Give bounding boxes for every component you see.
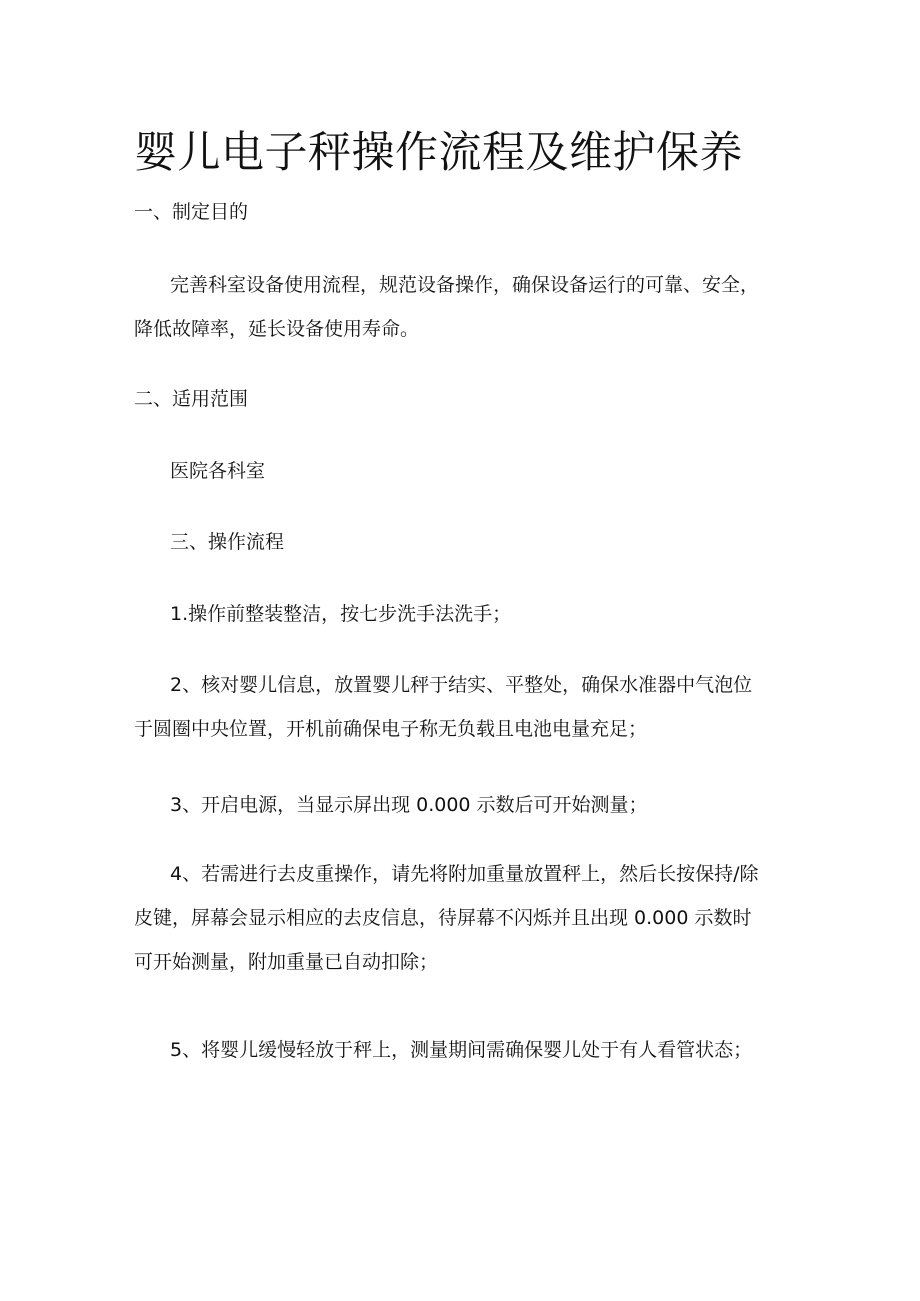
step-4-line-3: 可开始测量，附加重量已自动扣除； [134,951,439,973]
purpose-line-1: 完善科室设备使用流程，规范设备操作，确保设备运行的可靠、安全， [170,274,760,296]
document-title: 婴儿电子秤操作流程及维护保养 [134,128,743,178]
step-4-line-1: 4、若需进行去皮重操作，请先将附加重量放置秤上，然后长按保持/除 [170,863,759,885]
step-2 [134,663,752,751]
step-4 [134,852,759,984]
step-3: 3、开启电源，当显示屏出现 0.000 示数后可开始测量； [170,794,648,816]
step-1: 1.操作前整装整洁，按七步洗手法洗手； [170,603,512,625]
purpose-paragraph [134,263,759,351]
step-5: 5、将婴儿缓慢轻放于秤上，测量期间需确保婴儿处于有人看管状态； [170,1039,753,1061]
section-heading-purpose: 一、制定目的 [134,201,249,223]
purpose-line-2: 降低故障率，延长设备使用寿命。 [134,318,420,340]
step-2-line-1: 2、核对婴儿信息，放置婴儿秤于结实、平整处，确保水准器中气泡位 [170,674,753,696]
step-4-line-2: 皮键，屏幕会显示相应的去皮信息，待屏幕不闪烁并且出现 0.000 示数时 [134,907,752,929]
scope-text: 医院各科室 [170,460,266,482]
step-2-line-2: 于圆圈中央位置，开机前确保电子称无负载且电池电量充足； [134,718,648,740]
section-heading-scope: 二、适用范围 [134,388,249,410]
section-heading-procedure: 三、操作流程 [170,531,285,553]
